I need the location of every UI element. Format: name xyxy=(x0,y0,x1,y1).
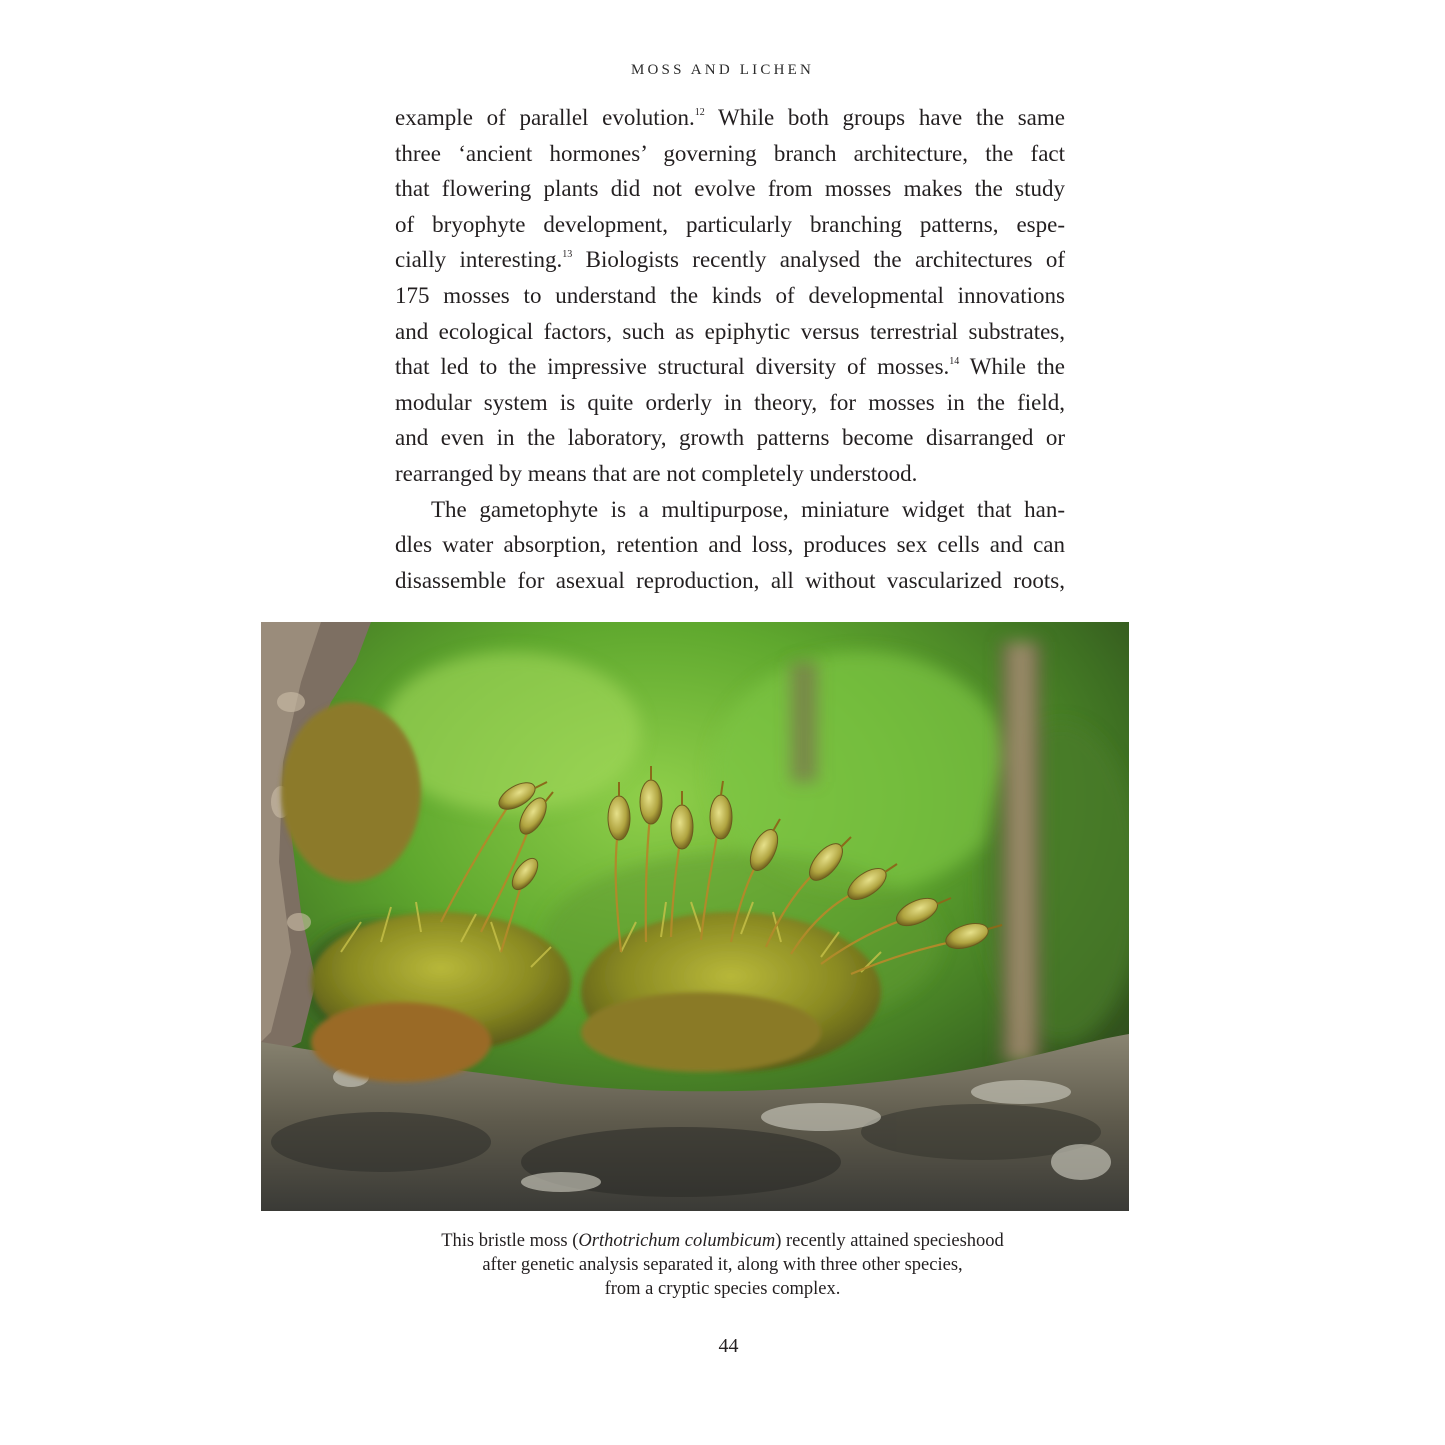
text-line: disassemble for asexual reproduction, all without vascularized roots, xyxy=(395,567,1065,593)
text-line xyxy=(395,100,1065,136)
text-line: and even in the laboratory, growth patterns become disarranged or xyxy=(395,425,1065,451)
caption-line: after genetic analysis separated it, along with three other species, xyxy=(482,1255,963,1275)
text-run: example of parallel evolution. xyxy=(395,105,695,130)
figure-caption xyxy=(0,1229,1445,1301)
footnote-ref[interactable]: 14 xyxy=(949,356,960,368)
text-run: While the xyxy=(959,354,1065,380)
text-line: three ‘ancient hormones’ governing branch architecture, the fact xyxy=(395,140,1065,166)
footnote-ref[interactable]: 13 xyxy=(562,249,573,261)
text-line: 175 mosses to understand the kinds of developmental innovations xyxy=(395,282,1065,308)
text-line: and ecological factors, such as epiphytic versus terrestrial substrates, xyxy=(395,318,1065,344)
caption-run: ) recently attained specieshood xyxy=(775,1231,1004,1251)
caption-line: from a cryptic species complex. xyxy=(604,1279,841,1299)
text-line: The gametophyte is a multipurpose, miniature widget that han- xyxy=(431,496,1065,522)
species-name: Orthotrichum columbicum xyxy=(578,1231,776,1251)
text-run: that led to the impressive structural diversity of mosses. xyxy=(395,354,950,380)
text-run: cially interesting. xyxy=(395,247,563,273)
text-line: dles water absorption, retention and loss, produces sex cells and can xyxy=(395,532,1065,558)
text-line: that flowering plants did not evolve from mosses makes the study xyxy=(395,176,1065,202)
running-header: MOSS AND LICHEN xyxy=(630,62,814,78)
moss-photograph xyxy=(261,622,1129,1211)
text-line: of bryophyte development, particularly branching patterns, espe- xyxy=(395,211,1065,237)
body-text xyxy=(395,100,1065,598)
footnote-ref[interactable]: 12 xyxy=(694,107,705,118)
text-run: While both groups have the same xyxy=(704,105,1065,130)
text-run: Biologists recently analysed the architectures of xyxy=(572,247,1065,273)
text-line: modular system is quite orderly in theory, for mosses in the field, xyxy=(395,389,1065,415)
moss-photo-illustration xyxy=(261,622,1129,1211)
caption-run: This bristle moss ( xyxy=(441,1231,579,1251)
text-line xyxy=(395,242,1065,278)
text-line: rearranged by means that are not completely understood. xyxy=(395,460,918,486)
page-number: 44 xyxy=(718,1335,739,1357)
text-line xyxy=(395,349,1065,385)
caption-line xyxy=(0,1229,1445,1253)
